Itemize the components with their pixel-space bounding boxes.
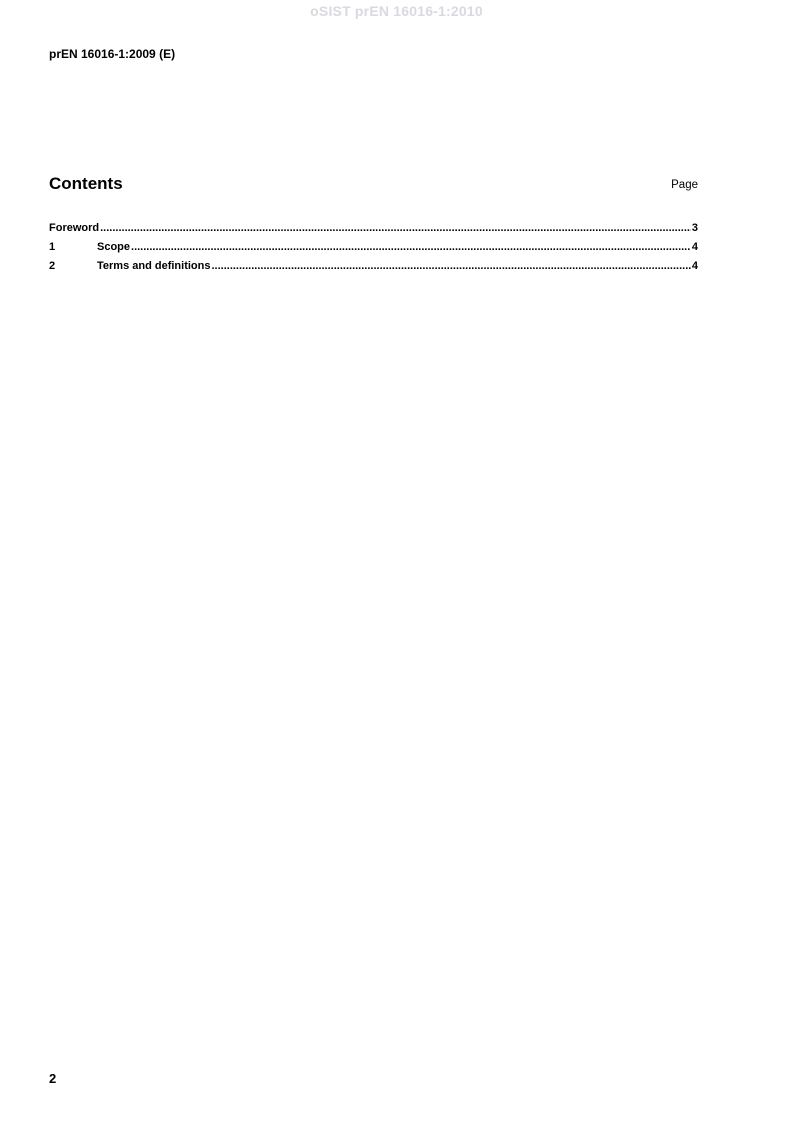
toc-entry-title: Foreword	[49, 222, 100, 234]
toc-entry-title: Terms and definitions	[97, 260, 211, 272]
toc-entry-number: 2	[49, 260, 56, 272]
toc-dot-leader	[100, 222, 691, 234]
toc-entry-page: 3	[691, 222, 698, 234]
watermark: oSIST prEN 16016-1:2010	[310, 3, 483, 19]
toc-entry-foreword[interactable]	[49, 222, 698, 241]
toc-entry-title: Scope	[97, 241, 131, 253]
toc-dot-leader	[131, 241, 691, 253]
toc-entry-scope[interactable]	[49, 241, 698, 260]
toc-entry-page: 4	[691, 241, 698, 253]
toc-dot-leader	[211, 260, 690, 272]
page-column-label: Page	[671, 179, 698, 191]
page-number: 2	[49, 1071, 57, 1086]
contents-heading: Contents	[49, 174, 123, 193]
toc-entry-terms-and-definitions[interactable]	[49, 260, 698, 279]
table-of-contents	[49, 222, 698, 279]
toc-entry-page: 4	[691, 260, 698, 272]
toc-entry-number: 1	[49, 241, 56, 253]
document-id-header: prEN 16016-1:2009 (E)	[49, 47, 176, 61]
